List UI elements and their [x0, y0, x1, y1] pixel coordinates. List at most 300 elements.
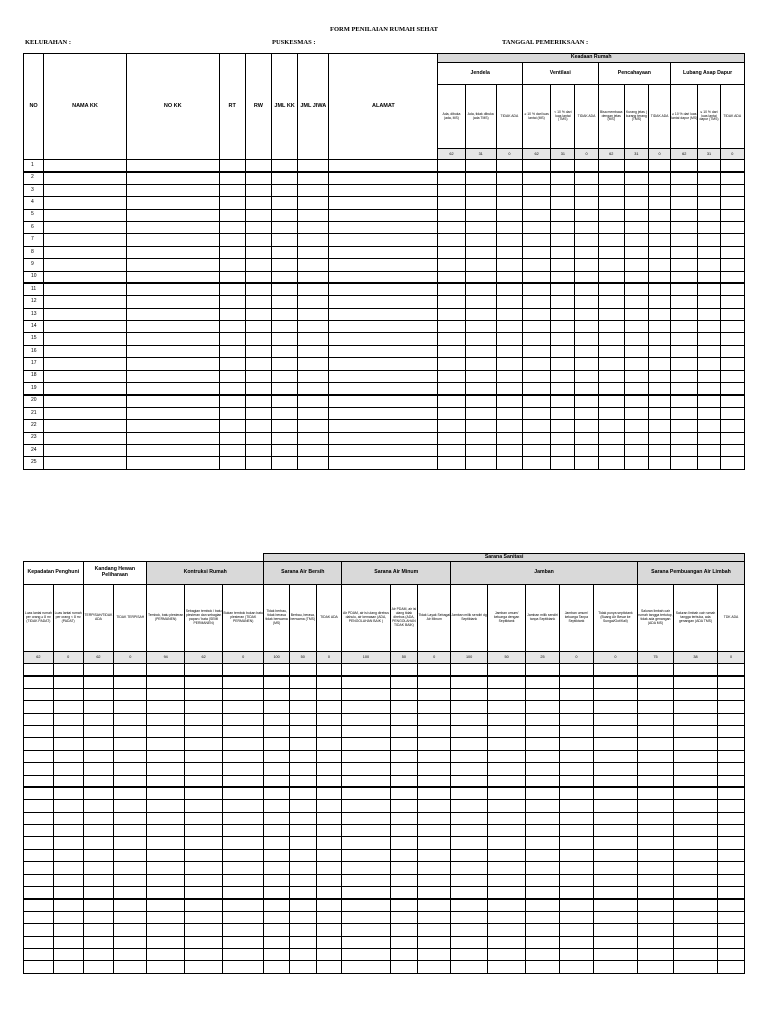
table-cell[interactable]: [575, 172, 598, 184]
table-cell[interactable]: [637, 948, 673, 960]
table-cell[interactable]: [624, 271, 648, 283]
table-cell[interactable]: [126, 259, 219, 271]
table-cell[interactable]: [329, 420, 438, 432]
table-cell[interactable]: [185, 787, 223, 799]
table-cell[interactable]: [598, 283, 624, 295]
table-cell[interactable]: [289, 800, 316, 812]
table-cell[interactable]: [245, 457, 271, 469]
table-cell[interactable]: [598, 432, 624, 444]
table-cell[interactable]: [390, 899, 418, 911]
table-cell[interactable]: [465, 333, 496, 345]
table-cell[interactable]: [637, 837, 673, 849]
table-cell[interactable]: [24, 775, 54, 787]
table-cell[interactable]: [329, 308, 438, 320]
table-cell[interactable]: [698, 345, 720, 357]
table-cell[interactable]: [316, 837, 342, 849]
table-cell[interactable]: [83, 713, 114, 725]
table-cell[interactable]: [114, 837, 147, 849]
table-cell[interactable]: [551, 345, 575, 357]
table-cell[interactable]: [390, 725, 418, 737]
table-cell[interactable]: [593, 725, 637, 737]
table-cell[interactable]: [718, 775, 745, 787]
table-cell[interactable]: [551, 358, 575, 370]
table-cell[interactable]: [451, 961, 488, 973]
table-cell[interactable]: [624, 457, 648, 469]
table-cell[interactable]: [264, 862, 290, 874]
table-cell[interactable]: [418, 961, 451, 973]
table-cell[interactable]: [24, 936, 54, 948]
table-cell[interactable]: [272, 271, 298, 283]
table-cell[interactable]: [551, 407, 575, 419]
table-cell[interactable]: [671, 259, 698, 271]
table-cell[interactable]: [488, 874, 526, 886]
table-cell[interactable]: [451, 738, 488, 750]
table-cell[interactable]: [245, 259, 271, 271]
table-cell[interactable]: [718, 812, 745, 824]
table-cell[interactable]: [720, 221, 744, 233]
table-cell[interactable]: [390, 713, 418, 725]
table-cell[interactable]: [147, 738, 185, 750]
table-cell[interactable]: [53, 800, 83, 812]
table-cell[interactable]: [465, 358, 496, 370]
table-cell[interactable]: [526, 713, 560, 725]
table-cell[interactable]: [126, 160, 219, 172]
table-cell[interactable]: [438, 221, 465, 233]
table-cell[interactable]: [637, 924, 673, 936]
table-cell[interactable]: [329, 407, 438, 419]
table-cell[interactable]: [53, 874, 83, 886]
table-cell[interactable]: [316, 787, 342, 799]
table-cell[interactable]: [720, 209, 744, 221]
table-cell[interactable]: [147, 713, 185, 725]
table-cell[interactable]: [575, 333, 598, 345]
table-cell[interactable]: [523, 197, 551, 209]
table-cell[interactable]: [488, 676, 526, 688]
table-cell[interactable]: [559, 899, 593, 911]
table-cell[interactable]: [147, 887, 185, 899]
table-cell[interactable]: [342, 825, 390, 837]
table-cell[interactable]: [390, 862, 418, 874]
table-cell[interactable]: [219, 383, 245, 395]
table-cell[interactable]: [465, 395, 496, 407]
table-cell[interactable]: [637, 812, 673, 824]
table-cell[interactable]: [673, 725, 717, 737]
table-cell[interactable]: [720, 184, 744, 196]
table-cell[interactable]: [673, 800, 717, 812]
table-cell[interactable]: [264, 738, 290, 750]
table-cell[interactable]: [24, 787, 54, 799]
table-cell[interactable]: [496, 172, 522, 184]
table-cell[interactable]: [264, 961, 290, 973]
table-cell[interactable]: [264, 725, 290, 737]
table-cell[interactable]: [523, 296, 551, 308]
table-cell[interactable]: [329, 246, 438, 258]
table-cell[interactable]: [185, 887, 223, 899]
table-cell[interactable]: [83, 862, 114, 874]
table-cell[interactable]: [593, 800, 637, 812]
table-cell[interactable]: [272, 221, 298, 233]
table-cell[interactable]: [219, 321, 245, 333]
table-cell[interactable]: [219, 234, 245, 246]
table-cell[interactable]: [624, 383, 648, 395]
table-cell[interactable]: [83, 948, 114, 960]
table-cell[interactable]: [289, 948, 316, 960]
table-cell[interactable]: [83, 924, 114, 936]
table-cell[interactable]: [418, 763, 451, 775]
table-cell[interactable]: [649, 259, 671, 271]
table-cell[interactable]: [438, 345, 465, 357]
table-cell[interactable]: [24, 862, 54, 874]
table-cell[interactable]: [114, 812, 147, 824]
table-cell[interactable]: [593, 862, 637, 874]
table-cell[interactable]: [451, 688, 488, 700]
table-cell[interactable]: [718, 874, 745, 886]
table-cell[interactable]: [637, 849, 673, 861]
table-cell[interactable]: [671, 283, 698, 295]
table-cell[interactable]: [496, 420, 522, 432]
table-cell[interactable]: [465, 197, 496, 209]
table-cell[interactable]: [451, 825, 488, 837]
table-cell[interactable]: [526, 787, 560, 799]
table-cell[interactable]: [53, 787, 83, 799]
table-cell[interactable]: [53, 750, 83, 762]
table-cell[interactable]: [488, 800, 526, 812]
table-cell[interactable]: [316, 887, 342, 899]
table-cell[interactable]: [465, 321, 496, 333]
table-cell[interactable]: [219, 246, 245, 258]
table-cell[interactable]: [637, 899, 673, 911]
table-cell[interactable]: [272, 296, 298, 308]
table-cell[interactable]: [53, 713, 83, 725]
table-cell[interactable]: [451, 750, 488, 762]
table-cell[interactable]: [526, 924, 560, 936]
table-cell[interactable]: [298, 321, 329, 333]
table-cell[interactable]: [718, 676, 745, 688]
table-cell[interactable]: [593, 874, 637, 886]
table-cell[interactable]: [488, 924, 526, 936]
table-cell[interactable]: [718, 800, 745, 812]
table-cell[interactable]: [390, 849, 418, 861]
table-cell[interactable]: [624, 432, 648, 444]
table-cell[interactable]: [465, 420, 496, 432]
table-cell[interactable]: [720, 370, 744, 382]
table-cell[interactable]: [298, 172, 329, 184]
table-cell[interactable]: [559, 713, 593, 725]
table-cell[interactable]: [126, 209, 219, 221]
table-cell[interactable]: [289, 936, 316, 948]
table-cell[interactable]: [438, 172, 465, 184]
table-cell[interactable]: [272, 444, 298, 456]
table-cell[interactable]: [147, 948, 185, 960]
table-cell[interactable]: [316, 664, 342, 676]
table-cell[interactable]: [671, 370, 698, 382]
table-cell[interactable]: [223, 738, 264, 750]
table-cell[interactable]: [329, 234, 438, 246]
table-cell[interactable]: [451, 812, 488, 824]
table-cell[interactable]: [451, 924, 488, 936]
table-cell[interactable]: [593, 837, 637, 849]
table-cell[interactable]: [83, 738, 114, 750]
table-cell[interactable]: [496, 221, 522, 233]
table-cell[interactable]: [185, 750, 223, 762]
table-cell[interactable]: [44, 246, 127, 258]
table-cell[interactable]: [488, 825, 526, 837]
table-cell[interactable]: [720, 407, 744, 419]
table-cell[interactable]: [24, 750, 54, 762]
table-cell[interactable]: [523, 420, 551, 432]
table-cell[interactable]: [289, 899, 316, 911]
table-cell[interactable]: [289, 862, 316, 874]
table-cell[interactable]: [523, 395, 551, 407]
table-cell[interactable]: [698, 420, 720, 432]
table-cell[interactable]: [126, 395, 219, 407]
table-cell[interactable]: [598, 370, 624, 382]
table-cell[interactable]: [83, 837, 114, 849]
table-cell[interactable]: [418, 725, 451, 737]
table-cell[interactable]: [272, 246, 298, 258]
table-cell[interactable]: [53, 961, 83, 973]
table-cell[interactable]: [298, 383, 329, 395]
table-cell[interactable]: [488, 713, 526, 725]
table-cell[interactable]: [637, 713, 673, 725]
table-cell[interactable]: [698, 457, 720, 469]
table-cell[interactable]: [718, 936, 745, 948]
table-cell[interactable]: [698, 259, 720, 271]
table-cell[interactable]: [185, 837, 223, 849]
table-cell[interactable]: [245, 197, 271, 209]
table-cell[interactable]: [147, 763, 185, 775]
table-cell[interactable]: [264, 676, 290, 688]
table-cell[interactable]: [649, 420, 671, 432]
table-cell[interactable]: [298, 370, 329, 382]
table-cell[interactable]: [720, 444, 744, 456]
table-cell[interactable]: [114, 725, 147, 737]
table-cell[interactable]: [44, 321, 127, 333]
table-cell[interactable]: [593, 688, 637, 700]
table-cell[interactable]: [526, 701, 560, 713]
table-cell[interactable]: [496, 160, 522, 172]
table-cell[interactable]: [272, 209, 298, 221]
table-cell[interactable]: [465, 407, 496, 419]
table-cell[interactable]: [718, 887, 745, 899]
table-cell[interactable]: [671, 234, 698, 246]
table-cell[interactable]: [523, 444, 551, 456]
table-cell[interactable]: [496, 432, 522, 444]
table-cell[interactable]: [298, 345, 329, 357]
table-cell[interactable]: [649, 296, 671, 308]
table-cell[interactable]: [438, 333, 465, 345]
table-cell[interactable]: [418, 750, 451, 762]
table-cell[interactable]: [649, 160, 671, 172]
table-cell[interactable]: [559, 800, 593, 812]
table-cell[interactable]: [673, 924, 717, 936]
table-cell[interactable]: [575, 370, 598, 382]
table-cell[interactable]: [298, 308, 329, 320]
table-cell[interactable]: [289, 961, 316, 973]
table-cell[interactable]: [390, 936, 418, 948]
table-cell[interactable]: [593, 738, 637, 750]
table-cell[interactable]: [526, 763, 560, 775]
table-cell[interactable]: [624, 259, 648, 271]
table-cell[interactable]: [718, 849, 745, 861]
table-cell[interactable]: [390, 874, 418, 886]
table-cell[interactable]: [126, 308, 219, 320]
table-cell[interactable]: [488, 862, 526, 874]
table-cell[interactable]: [272, 395, 298, 407]
table-cell[interactable]: [245, 234, 271, 246]
table-cell[interactable]: [465, 370, 496, 382]
table-cell[interactable]: [465, 160, 496, 172]
table-cell[interactable]: [526, 825, 560, 837]
table-cell[interactable]: [264, 911, 290, 923]
table-cell[interactable]: [438, 321, 465, 333]
table-cell[interactable]: [289, 924, 316, 936]
table-cell[interactable]: [673, 688, 717, 700]
table-cell[interactable]: [551, 283, 575, 295]
table-cell[interactable]: [465, 234, 496, 246]
table-cell[interactable]: [185, 961, 223, 973]
table-cell[interactable]: [488, 837, 526, 849]
table-cell[interactable]: [289, 849, 316, 861]
table-cell[interactable]: [418, 936, 451, 948]
table-cell[interactable]: [272, 333, 298, 345]
table-cell[interactable]: [559, 887, 593, 899]
table-cell[interactable]: [551, 259, 575, 271]
table-cell[interactable]: [624, 234, 648, 246]
table-cell[interactable]: [24, 688, 54, 700]
table-cell[interactable]: [523, 407, 551, 419]
table-cell[interactable]: [598, 395, 624, 407]
table-cell[interactable]: [272, 358, 298, 370]
table-cell[interactable]: [598, 457, 624, 469]
table-cell[interactable]: [598, 197, 624, 209]
table-cell[interactable]: [488, 664, 526, 676]
table-cell[interactable]: [598, 444, 624, 456]
table-cell[interactable]: [316, 800, 342, 812]
table-cell[interactable]: [83, 800, 114, 812]
table-cell[interactable]: [451, 948, 488, 960]
table-cell[interactable]: [219, 444, 245, 456]
table-cell[interactable]: [114, 911, 147, 923]
table-cell[interactable]: [438, 234, 465, 246]
table-cell[interactable]: [598, 234, 624, 246]
table-cell[interactable]: [451, 676, 488, 688]
table-cell[interactable]: [575, 234, 598, 246]
table-cell[interactable]: [219, 209, 245, 221]
table-cell[interactable]: [53, 738, 83, 750]
table-cell[interactable]: [185, 874, 223, 886]
table-cell[interactable]: [185, 738, 223, 750]
table-cell[interactable]: [496, 296, 522, 308]
table-cell[interactable]: [575, 308, 598, 320]
table-cell[interactable]: [720, 172, 744, 184]
table-cell[interactable]: [83, 825, 114, 837]
table-cell[interactable]: [272, 184, 298, 196]
table-cell[interactable]: [223, 664, 264, 676]
table-cell[interactable]: [523, 308, 551, 320]
table-cell[interactable]: [598, 172, 624, 184]
table-cell[interactable]: [526, 911, 560, 923]
table-cell[interactable]: [316, 750, 342, 762]
table-cell[interactable]: [551, 296, 575, 308]
table-cell[interactable]: [575, 345, 598, 357]
table-cell[interactable]: [624, 407, 648, 419]
table-cell[interactable]: [451, 701, 488, 713]
table-cell[interactable]: [496, 407, 522, 419]
table-cell[interactable]: [671, 420, 698, 432]
table-cell[interactable]: [551, 209, 575, 221]
table-cell[interactable]: [523, 457, 551, 469]
table-cell[interactable]: [126, 234, 219, 246]
table-cell[interactable]: [126, 383, 219, 395]
table-cell[interactable]: [185, 664, 223, 676]
table-cell[interactable]: [418, 676, 451, 688]
table-cell[interactable]: [671, 383, 698, 395]
table-cell[interactable]: [451, 664, 488, 676]
table-cell[interactable]: [245, 395, 271, 407]
table-cell[interactable]: [575, 246, 598, 258]
table-cell[interactable]: [342, 936, 390, 948]
table-cell[interactable]: [316, 936, 342, 948]
table-cell[interactable]: [342, 763, 390, 775]
table-cell[interactable]: [223, 936, 264, 948]
table-cell[interactable]: [559, 936, 593, 948]
table-cell[interactable]: [718, 961, 745, 973]
table-cell[interactable]: [223, 775, 264, 787]
table-cell[interactable]: [624, 370, 648, 382]
table-cell[interactable]: [329, 383, 438, 395]
table-cell[interactable]: [673, 763, 717, 775]
table-cell[interactable]: [451, 763, 488, 775]
table-cell[interactable]: [223, 701, 264, 713]
table-cell[interactable]: [559, 750, 593, 762]
table-cell[interactable]: [671, 321, 698, 333]
table-cell[interactable]: [673, 887, 717, 899]
table-cell[interactable]: [390, 800, 418, 812]
table-cell[interactable]: [526, 899, 560, 911]
table-cell[interactable]: [298, 444, 329, 456]
table-cell[interactable]: [673, 948, 717, 960]
table-cell[interactable]: [551, 184, 575, 196]
table-cell[interactable]: [316, 948, 342, 960]
table-cell[interactable]: [185, 713, 223, 725]
table-cell[interactable]: [496, 184, 522, 196]
table-cell[interactable]: [53, 701, 83, 713]
table-cell[interactable]: [298, 420, 329, 432]
table-cell[interactable]: [438, 209, 465, 221]
table-cell[interactable]: [83, 899, 114, 911]
table-cell[interactable]: [245, 246, 271, 258]
table-cell[interactable]: [624, 221, 648, 233]
table-cell[interactable]: [126, 407, 219, 419]
table-cell[interactable]: [523, 333, 551, 345]
table-cell[interactable]: [185, 725, 223, 737]
table-cell[interactable]: [289, 750, 316, 762]
table-cell[interactable]: [637, 763, 673, 775]
table-cell[interactable]: [488, 787, 526, 799]
table-cell[interactable]: [523, 246, 551, 258]
table-cell[interactable]: [598, 296, 624, 308]
table-cell[interactable]: [551, 308, 575, 320]
table-cell[interactable]: [264, 849, 290, 861]
table-cell[interactable]: [44, 308, 127, 320]
table-cell[interactable]: [637, 775, 673, 787]
table-cell[interactable]: [575, 271, 598, 283]
table-cell[interactable]: [342, 775, 390, 787]
table-cell[interactable]: [390, 688, 418, 700]
table-cell[interactable]: [245, 271, 271, 283]
table-cell[interactable]: [649, 407, 671, 419]
